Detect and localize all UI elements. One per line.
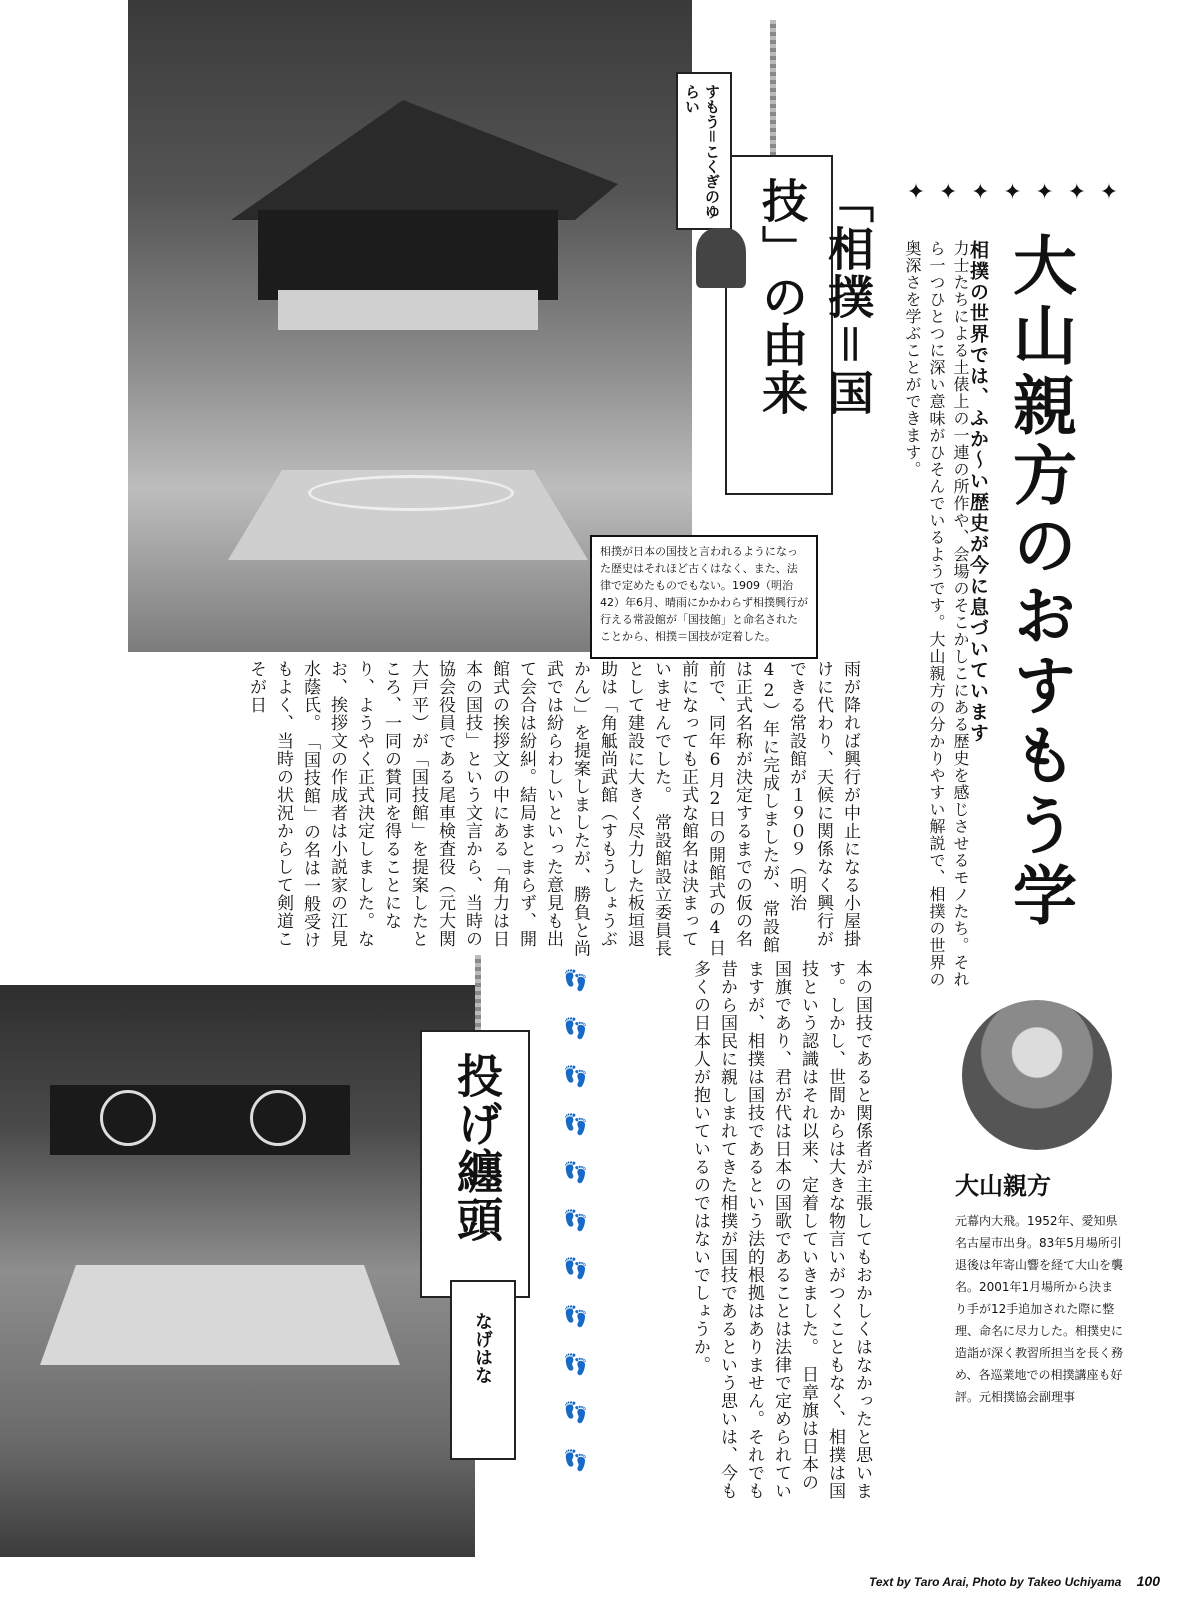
lead-paragraph: 力士たちによる土俵上の一連の所作や、会場のそこかしこにある歴史を感じさせるモノたち。それら一つひとつに深い意味がひそんでいるようです。大山親方の分かりやすい解説で、相撲の世界の奥深さを学ぶことができます。 (903, 240, 970, 988)
sumo-wrestler-icon: ✦ (1003, 180, 1022, 205)
tag-nagehana-reading: なげはな (472, 1312, 493, 1384)
profile-photo (962, 1000, 1112, 1150)
footprint-icon: 👣 (563, 1400, 588, 1424)
sumo-wrestler-icon: ✦ (938, 180, 958, 205)
footprint-icon: 👣 (563, 1064, 588, 1088)
tag-sumo-kokugi (725, 155, 875, 495)
credit-text: Text by Taro Arai, Photo by Takeo Uchiyama (869, 1575, 1122, 1589)
footprint-icon: 👣 (563, 1016, 588, 1040)
tag-sumo-kokugi-reading-tag (676, 72, 732, 230)
tag-string (770, 20, 776, 160)
sumo-wrestler-icon: ✦ (1035, 180, 1054, 205)
page-number: 100 (1136, 1573, 1160, 1589)
arena-photo-caption: 相撲が日本の国技と言われるようになった歴史はそれほど古くはなく、また、法律で定めたものでもない。1909（明治42）年6月、晴雨にかかわらず相撲興行が行える常設館が「国技館」と命名されたことから、相撲＝国技が定着した。 (590, 535, 818, 659)
sumo-wrestler-icon: ✦ (1067, 180, 1086, 205)
footprint-icon: 👣 (563, 1112, 588, 1136)
footprint-icon: 👣 (563, 968, 588, 992)
tag-nagehana-reading-tag (450, 1280, 516, 1460)
tag-string (475, 955, 481, 1035)
tag-sumo-kokugi-title: 「相撲＝国技」の由来 (755, 177, 875, 417)
footprint-icon: 👣 (563, 1208, 588, 1232)
footprint-icon: 👣 (563, 1304, 588, 1328)
footprint-icon: 👣 (563, 1256, 588, 1280)
sumo-wrestler-legs-icon (696, 228, 746, 288)
credit-line (869, 1573, 1160, 1589)
decor-icon-row (905, 178, 1120, 212)
footprint-icon: 👣 (563, 1352, 588, 1376)
page-subtitle: 相撲の世界では、ふか〜い歴史が今に息づいています (967, 240, 989, 744)
sumo-wrestler-icon: ✦ (971, 180, 990, 205)
profile-bio: 元幕内大飛。1952年、愛知県名古屋市出身。83年5月場所引退後は年寄山響を経て大山を襲名。2001年1月場所から決まり手が12手追加された際に整理、命名に尽力した。相撲史に造詣が深く教習所担当を長く務め、各巡業地での相撲講座も好評。元相撲協会副理事 (955, 1214, 1124, 1404)
body-text-lower: 本の国技であると関係者が主張してもおかしくはなかったと思います。しかし、世間からは大きな物言いがつくこともなく、相撲は国技という認識はそれ以来、定着していきました。 日章旗は日本の国旗であり、君が代は日本の国歌であることは法律で定められていますが、相撲は国技であるという法的根拠はありません。それでも昔から国民に親しまれてきた相撲が国技であるという思いは、今も多くの日本人が抱いているのではないでしょうか。 (690, 960, 872, 1500)
tag-nagehana-title: 投げ纏頭 (450, 1052, 504, 1244)
tag-nagehana (420, 1030, 530, 1298)
sumo-wrestler-icon: ✦ (906, 180, 926, 205)
sumo-wrestler-icon: ✦ (1099, 180, 1119, 205)
profile-name: 大山親方 (955, 1172, 1051, 1200)
page-title: 大山親方のおすもう学 (1002, 232, 1076, 932)
footprint-icon: 👣 (563, 1448, 588, 1472)
footprint-icon: 👣 (563, 1160, 588, 1184)
footprint-column (563, 965, 589, 1475)
sumo-crowd-photo (0, 985, 475, 1557)
tag-sumo-kokugi-reading: すもう＝こくぎのゆらい (683, 84, 721, 219)
body-text-upper: 雨が降れば興行が中止になる小屋掛けに代わり、天候に関係なく興行ができる常設館が１９０９（明治42）年に完成しましたが、常設館は正式名称が決定するまでの仮の名前で、同年6月2日の開館式の4日前になっても正式な館名は決まっていませんでした。 常設館設立委員長として建設に大きく尽力した板垣退助は「角觝尚武館（すもうしょうぶかん）」を提案しましたが、勝負と尚武では紛らわしいといった意見も出て会合は紛糾。結局まとまらず、開館式の挨拶文の中にある「角力は日本の国技」という文言から、当時の協会役員である尾車検査役（元大関大戸平）が「国技館」を提案したところ、一同の賛同を得ることになり、ようやく正式決定しました。なお、挨拶文の作成者は小説家の江見水蔭氏。 「国技館」の名は一般受けもよく、当時の状況からして剣道こそが日 (246, 660, 860, 958)
